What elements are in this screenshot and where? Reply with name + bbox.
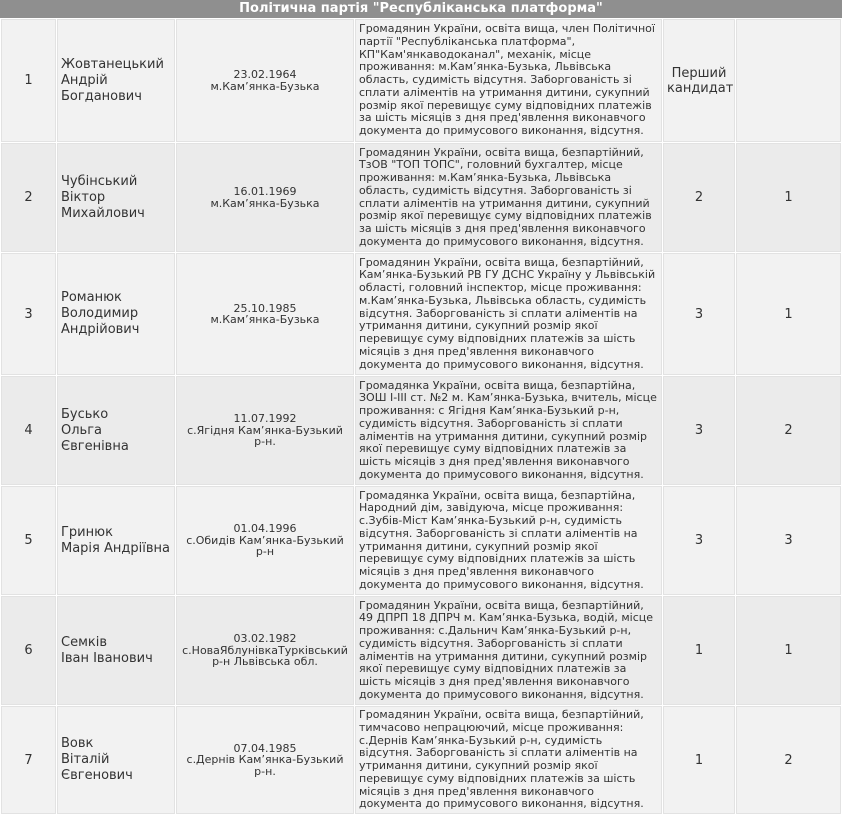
- birth-date: 11.07.1992: [233, 412, 297, 426]
- table-row: [1, 253, 841, 375]
- candidate-name: [57, 19, 175, 142]
- candidate-number: 6: [1, 596, 56, 705]
- birth-place: с.НоваЯблунівкаТурківський р-н Львівська обл.: [182, 643, 348, 669]
- birth-place: м.Кам’янка-Бузька: [210, 79, 320, 93]
- birth-date: 23.02.1964: [233, 68, 297, 81]
- birth-place: с.Дернів Кам’янка-Бузький р-н.: [186, 753, 344, 778]
- candidate-birth: [176, 143, 354, 252]
- candidate-birth: [176, 596, 354, 705]
- candidate-name: [57, 143, 175, 252]
- candidate-given-name: Іван Іванович: [61, 650, 153, 666]
- table-row: [1, 596, 841, 705]
- candidate-given-name: Ольга: [61, 422, 102, 438]
- candidates-table: [0, 18, 842, 815]
- candidate-order: [736, 19, 841, 142]
- candidate-patronymic: Богданович: [61, 88, 142, 104]
- table-row: [1, 376, 841, 485]
- candidate-surname: Гринюк: [61, 524, 113, 540]
- candidate-position: 3: [663, 253, 735, 375]
- candidate-surname: Чубінський: [61, 173, 138, 189]
- candidate-position: Перший кандидат: [663, 19, 735, 142]
- candidate-description: Громадянка України, освіта вища, безпартійна, Народний дім, завідуюча, місце проживання: с.Зубів-Міст Кам’янка-Бузький р-н, судимість відсутня. Заборгованість зі сплати аліментів на утримання дитини, сукупний розмір якої перевищує суму відповідних платежів за шість місяців з дня пред'явлення виконавчого документа до примусового виконання, відсутня.: [355, 486, 662, 595]
- candidate-number: 4: [1, 376, 56, 485]
- candidate-birth: [176, 253, 354, 375]
- candidate-description: Громадянин України, освіта вища, безпартійний, тимчасово непрацюючий, місце проживання: с.Дернів Кам’янка-Бузький р-н, судимість відсутня. Заборгованість зі сплати аліментів на утримання дитини, сукупний розмір якої перевищує суму відповідних платежів за шість місяців з дня пред'явлення виконавчого документа до примусового виконання, відсутня.: [355, 706, 662, 814]
- candidate-surname: Вовк: [61, 736, 94, 751]
- candidate-position: 1: [663, 706, 735, 814]
- candidate-name: [57, 596, 175, 705]
- candidate-description: Громадянин України, освіта вища, член Політичної партії "Республіканська платформа", КП"Кам'янкаводоканал", механік, місце проживання: м.Кам’янка-Бузька, Львівська область, судимість відсутня. Заборгованість зі сплати аліментів на утримання дитини, сукупний розмір якої перевищує суму відповідних платежів за шість місяців з дня пред'явлення виконавчого документа до примусового виконання, відсутня.: [355, 19, 662, 142]
- candidate-surname: Романюк: [61, 290, 122, 305]
- candidate-number: 7: [1, 706, 56, 814]
- candidate-position: 3: [663, 376, 735, 485]
- candidate-patronymic: Андрійович: [61, 322, 140, 337]
- candidate-surname: Бусько: [61, 406, 109, 422]
- candidate-order: 3: [736, 486, 841, 595]
- candidate-given-name: Володимир: [61, 306, 139, 321]
- birth-date: 16.01.1969: [233, 185, 297, 198]
- table-row: [1, 486, 841, 595]
- candidate-name: [57, 706, 175, 814]
- candidate-given-name: Віктор: [61, 189, 106, 205]
- candidate-position: 3: [663, 486, 735, 595]
- candidate-description: Громадянин України, освіта вища, безпартійний, 49 ДПРП 18 ДПРЧ м. Кам’янка-Бузька, водій, місце проживання: с.Дальнич Кам’янка-Бузький р-н, судимість відсутня. Заборгованість зі сплати аліментів на утримання дитини, сукупний розмір якої перевищує суму відповідних платежів за шість місяців з дня пред'явлення виконавчого документа до примусового виконання, відсутня.: [355, 596, 662, 705]
- candidate-birth: [176, 19, 354, 142]
- candidate-position: 1: [663, 596, 735, 705]
- candidate-given-name: Андрій: [61, 72, 108, 88]
- candidates-table-body: [1, 19, 841, 814]
- candidate-order: 2: [736, 706, 841, 814]
- candidate-birth: [176, 486, 354, 595]
- table-row: [1, 143, 841, 252]
- candidate-patronymic: Євгенівна: [61, 438, 129, 454]
- candidate-description: Громадянин України, освіта вища, безпартійний, ТзОВ "ТОП ТОПС", головний бухгалтер, місце проживання: м.Кам’янка-Бузька, Львівська область, судимість відсутня. Заборгованість зі сплати аліментів на утримання дитини, сукупний розмір якої перевищує суму відповідних платежів за шість місяців з дня пред'явлення виконавчого документа до примусового виконання, відсутня.: [355, 143, 662, 252]
- candidate-order: 2: [736, 376, 841, 485]
- birth-place: м.Кам’янка-Бузька: [210, 313, 320, 326]
- candidate-given-name: Марія Андріївна: [61, 540, 170, 556]
- table-row: [1, 19, 841, 142]
- candidate-surname: Семків: [61, 634, 108, 650]
- candidate-patronymic: Євгенович: [61, 768, 133, 783]
- candidate-number: 5: [1, 486, 56, 595]
- candidate-number: 3: [1, 253, 56, 375]
- candidate-birth: [176, 376, 354, 485]
- party-title: Політична партія "Республіканська платформа": [0, 0, 842, 18]
- birth-date: 07.04.1985: [233, 741, 297, 755]
- birth-place: м.Кам’янка-Бузька: [210, 196, 320, 210]
- candidate-order: 1: [736, 253, 841, 375]
- candidate-surname: Жовтанецький: [61, 56, 164, 72]
- birth-place: с.Ягідня Кам’янка-Бузький р-н.: [187, 423, 343, 449]
- table-row: [1, 706, 841, 814]
- candidate-birth: [176, 706, 354, 814]
- candidate-patronymic: Михайлович: [61, 205, 145, 221]
- birth-date: 25.10.1985: [233, 301, 297, 315]
- candidate-name: [57, 486, 175, 595]
- candidate-description: Громадянин України, освіта вища, безпартійний, Кам’янка-Бузький РВ ГУ ДСНС Україну у Львівській області, головний інспектор, місце проживання: м.Кам’янка-Бузька, Львівська область, судимість відсутня. Заборгованість зі сплати аліментів на утримання дитини, сукупний розмір якої перевищує суму відповідних платежів за шість місяців з дня пред'явлення виконавчого документа до примусового виконання, відсутня.: [355, 253, 662, 375]
- candidate-order: 1: [736, 143, 841, 252]
- candidate-description: Громадянка України, освіта вища, безпартійна, ЗОШ І-ІІІ ст. №2 м. Кам’янка-Бузька, вчитель, місце проживання: с Ягідня Кам’янка-Бузький р-н, судимість відсутня. Заборгованість зі сплати аліментів на утримання дитини, сукупний розмір якої перевищує суму відповідних платежів за шість місяців з дня пред'явлення виконавчого документа до примусового виконання, відсутня.: [355, 376, 662, 485]
- birth-place: с.Обидів Кам’янка-Бузький р-н: [186, 533, 344, 559]
- candidate-position: 2: [663, 143, 735, 252]
- candidate-name: [57, 253, 175, 375]
- birth-date: 01.04.1996: [233, 522, 297, 536]
- candidate-number: 1: [1, 19, 56, 142]
- candidate-order: 1: [736, 596, 841, 705]
- candidate-number: 2: [1, 143, 56, 252]
- candidate-name: [57, 376, 175, 485]
- birth-date: 03.02.1982: [233, 632, 297, 646]
- candidate-given-name: Віталій: [61, 752, 110, 767]
